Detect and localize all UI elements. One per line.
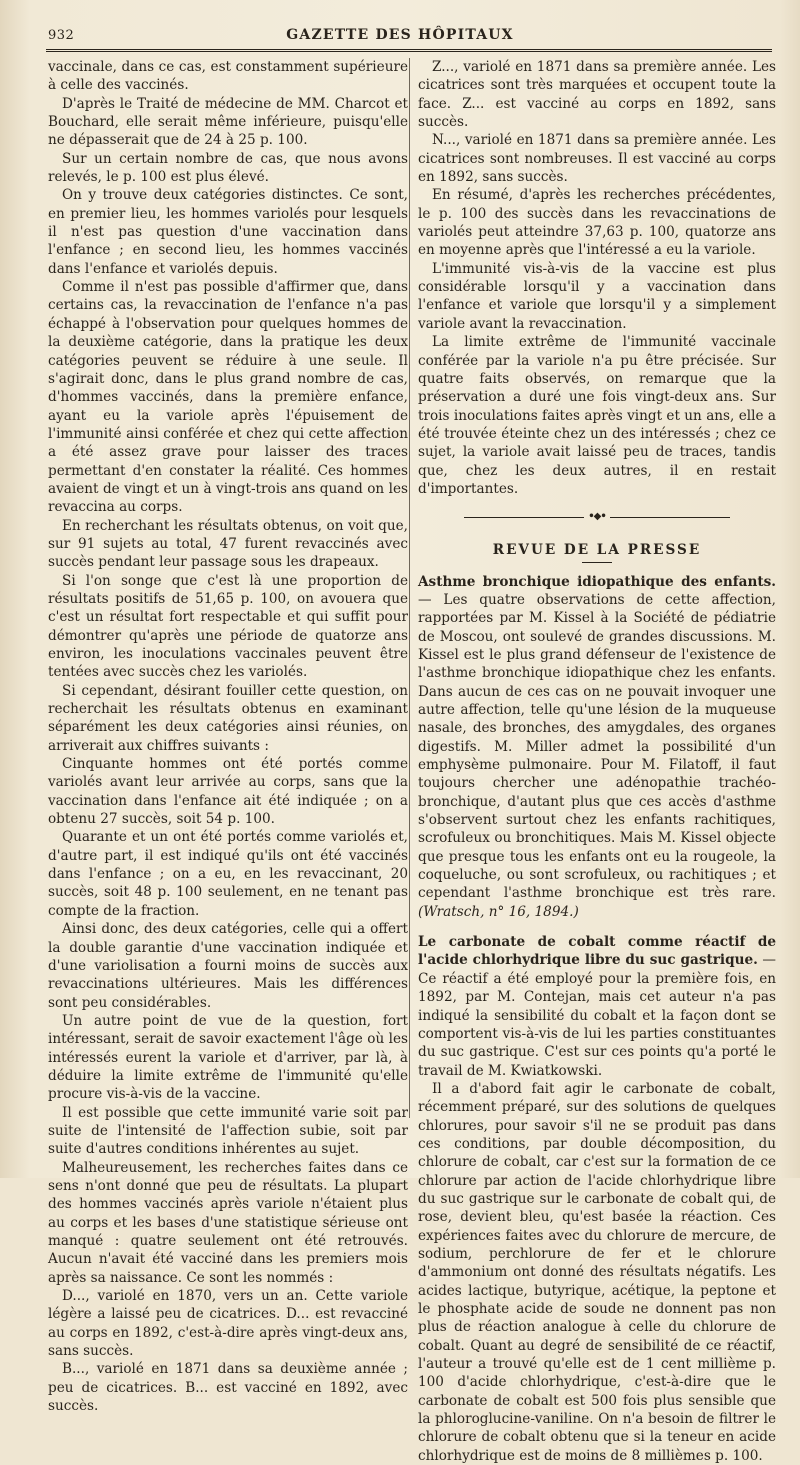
paragraph: Un autre point de vue de la question, fort intéressant, serait de savoir exactement l'âge où les intéressés eurent la variole et d'arriver, par là, à déduire la limite extrême de l'immunité qu'elle procure vis-à-vis de la vaccine. — [48, 1012, 408, 1103]
paragraph: Z..., variolé en 1871 dans sa première année. Les cicatrices sont très marquées et occupent toute la face. Z... est vacciné au corps en 1892, sans succès. — [418, 59, 776, 131]
column-divider — [409, 58, 410, 1118]
paragraph: En recherchant les résultats obtenus, on voit que, sur 91 sujets au total, 47 furent revaccinés avec succès pendant leur passage sous les drapeaux. — [48, 517, 408, 571]
paragraph: Il est possible que cette immunité varie soit par suite de l'intensité de l'affection subie, soit par suite d'autres conditions inhérentes au sujet. — [48, 1104, 408, 1158]
paragraph: Sur un certain nombre de cas, que nous avons relevés, le p. 100 est plus élevé. — [48, 150, 408, 186]
article-head: Le carbonate de cobalt comme réactif de l'acide chlorhydrique libre du suc gastrique. — [418, 934, 776, 969]
section-title: REVUE DE LA PRESSE — [492, 542, 702, 559]
paragraph: vaccinale, dans ce cas, est constamment supérieure à celle des vaccinés. — [48, 59, 408, 94]
paragraph: B..., variolé en 1871 dans sa deuxième année ; peu de cicatrices. B... est vacciné en 1892, avec succès. — [48, 1361, 408, 1415]
page-number: 932 — [48, 28, 75, 43]
header-rule — [46, 49, 772, 52]
paragraph: L'immunité vis-à-vis de la vaccine est plus considérable lorsqu'il y a vaccination dans l'enfance et variole que lorsqu'il y a simplement variole avant la revaccination. — [418, 260, 776, 332]
paragraph: Comme il n'est pas possible d'affirmer que, dans certains cas, la revaccination de l'enfance n'a pas échappé à l'observation pour quelques hommes de la deuxième catégorie, dans la pratique les deux catégories peuvent se réduire à une seule. Il s'agirait donc, dans le plus grand nombre de cas, d'hommes vaccinés, dans la première enfance, ayant eu la variole après l'épuisement de l'immunité ainsi conférée et chez qui cette affection a été assez grave pour laisser des traces permettant d'en constater la réalité. Ces hommes avaient de vingt et un à vingt-trois ans quand on les revaccina au corps. — [48, 279, 408, 516]
paragraph: D'après le Traité de médecine de MM. Charcot et Bouchard, elle serait même inférieure, puisqu'elle ne dépasserait que de 24 à 25 p. 100. — [48, 95, 408, 149]
paragraph: Malheureusement, les recherches faites dans ce sens n'ont donné que peu de résultats. La plupart des hommes vaccinés après variole n'étaient plus au corps et les bases d'une statistique sérieuse ont manqué : quatre seulement ont été retrouvés. Aucun n'avait été vacciné dans les premiers mois après sa naissance. Ce sont les nommés : — [48, 1159, 408, 1286]
paragraph: N..., variolé en 1871 dans sa première année. Les cicatrices sont nombreuses. Il est vacciné au corps en 1892, sans succès. — [418, 132, 776, 186]
article-head: Asthme bronchique idiopathique des enfants. — [418, 573, 776, 590]
article-paragraph — [418, 573, 776, 922]
section-ornament: •◆• — [418, 508, 776, 527]
paragraph: D..., variolé en 1870, vers un an. Cette variole légère a laissé peu de cicatrices. D... est revacciné au corps en 1892, c'est-à-dire après vingt-deux ans, sans succès. — [48, 1288, 408, 1360]
article-paragraph: Il a d'abord fait agir le carbonate de cobalt, récemment préparé, sur des solutions de quelques chlorures, pour savoir s'il ne se produit pas dans ces conditions, par double décomposition, du chlorure de cobalt, car c'est sur la formation de ce chlorure par action de l'acide chlorhydrique libre du suc gastrique sur le carbonate de cobalt qui, de rose, devient bleu, qu'est basée la réaction. Ces expériences faites avec du chlorure de mercure, de sodium, perchlorure de fer et le chlorure d'ammonium ont donné des résultats négatifs. Les acides lactique, butyrique, acétique, la peptone et le phosphate acide de soude ne donnent pas non plus de réaction analogue à celle du chlorure de cobalt. Quant au degré de sensibilité de ce réactif, l'auteur a trouvé qu'elle est de 1 cent millième p. 100 d'acide chlorhydrique, c'est-à-dire que le carbonate de cobalt est 500 fois plus sensible que la phloroglucine-vaniline. On n'a besoin de filtrer le chlorure de cobalt obtenu que si la teneur en acide chlorhydrique est de moins de 8 millièmes p. 100. — [418, 1080, 776, 1464]
paragraph: En résumé, d'après les recherches précédentes, le p. 100 des succès dans les revaccinations de variolés peut atteindre 37,63 p. 100, quatorze ans en moyenne après que l'intéressé a eu la variole. — [418, 187, 776, 259]
paragraph: On y trouve deux catégories distinctes. Ce sont, en premier lieu, les hommes variolés pour lesquels il n'est pas question d'une vaccination dans l'enfance ; en second lieu, les hommes vaccinés dans l'enfance et variolés depuis. — [48, 187, 408, 277]
paragraph: Quarante et un ont été portés comme variolés et, d'autre part, il est indiqué qu'ils ont été vaccinés dans l'enfance ; on a eu, en les revaccinant, 20 succès, soit 48 p. 100 seulement, en ne tenant pas compte de la fraction. — [48, 829, 408, 919]
article-body: — Les quatre observations de cette affection, rapportées par M. Kissel à la Société de pédiatrie de Moscou, ont soulevé de grandes discussions. M. Kissel est le plus grand défenseur de l'existence de l'asthme bronchique idiopathique chez les enfants. Dans aucun de ces cas on ne pouvait invoquer une autre affection, telle qu'une lésion de la muqueuse nasale, des bronches, des amygdales, des organes digestifs. M. Miller admet la possibilité d'un emphysème pulmonaire. Pour M. Filatoff, il faut toujours chercher une adénopathie trachéo-bronchique, d'autant plus que ces accès d'asthme s'observent surtout chez les enfants rachitiques, scrofuleux ou bronchitiques. Mais M. Kissel objecte que presque tous les enfants ont eu la rougeole, la coqueluche, ou sont scrofuleux, ou rachitiques ; et cependant l'asthme bronchique est très rare. — [418, 591, 776, 902]
article-citation: (Wratsch, n° 16, 1894.) — [418, 903, 579, 920]
article-body: — Ce réactif a été employé pour la première fois, en 1892, par M. Contejan, mais cet auteur n'a pas indiqué la sensibilité du cobalt et la façon dont se comportent vis-à-vis de lui les parties constituantes du suc gastrique. C'est sur ces points qu'a porté le travail de M. Kwiatkowski. — [418, 952, 776, 1079]
page-header — [0, 22, 800, 52]
journal-title: GAZETTE DES HÔPITAUX — [286, 27, 514, 43]
paragraph: La limite extrême de l'immunité vaccinale conférée par la variole n'a pu être précisée. Sur quatre faits observés, on remarque que la préservation a duré une fois vingt-deux ans. Sur trois inoculations faites après vingt et un ans, elle a été trouvée éteinte chez un des intéressés ; chez ce sujet, la variole avait laissé peu de traces, tandis que, chez les deux autres, il en restait d'importantes. — [418, 334, 776, 497]
section-rule — [582, 562, 612, 563]
paragraph: Si l'on songe que c'est là une proportion de résultats positifs de 51,65 p. 100, on avouera que c'est un résultat fort respectable et qui suffit pour démontrer qu'après une période de quatorze ans environ, les inoculations vaccinales peuvent être tentées avec succès chez les variolés. — [48, 572, 408, 681]
article-asthme — [418, 573, 776, 922]
paragraph: Ainsi donc, des deux catégories, celle qui a offert la double garantie d'une vaccination indiquée et d'une variolisation a fourni moins de succès aux revaccinations ultérieures. Mais les différences sont peu considérables. — [48, 921, 408, 1011]
paragraph: Si cependant, désirant fouiller cette question, on recherchait les résultats obtenus en examinant séparément les deux catégories ainsi réunies, on arriverait aux chiffres suivants : — [48, 682, 408, 754]
article-cobalt — [418, 933, 776, 1465]
left-column — [48, 58, 408, 1415]
paragraph: Cinquante hommes ont été portés comme variolés avant leur arrivée au corps, sans que la vaccination dans l'enfance ait été indiquée ; on a obtenu 27 succès, soit 54 p. 100. — [48, 756, 408, 828]
right-column — [418, 58, 776, 1464]
article-paragraph — [418, 933, 776, 1080]
